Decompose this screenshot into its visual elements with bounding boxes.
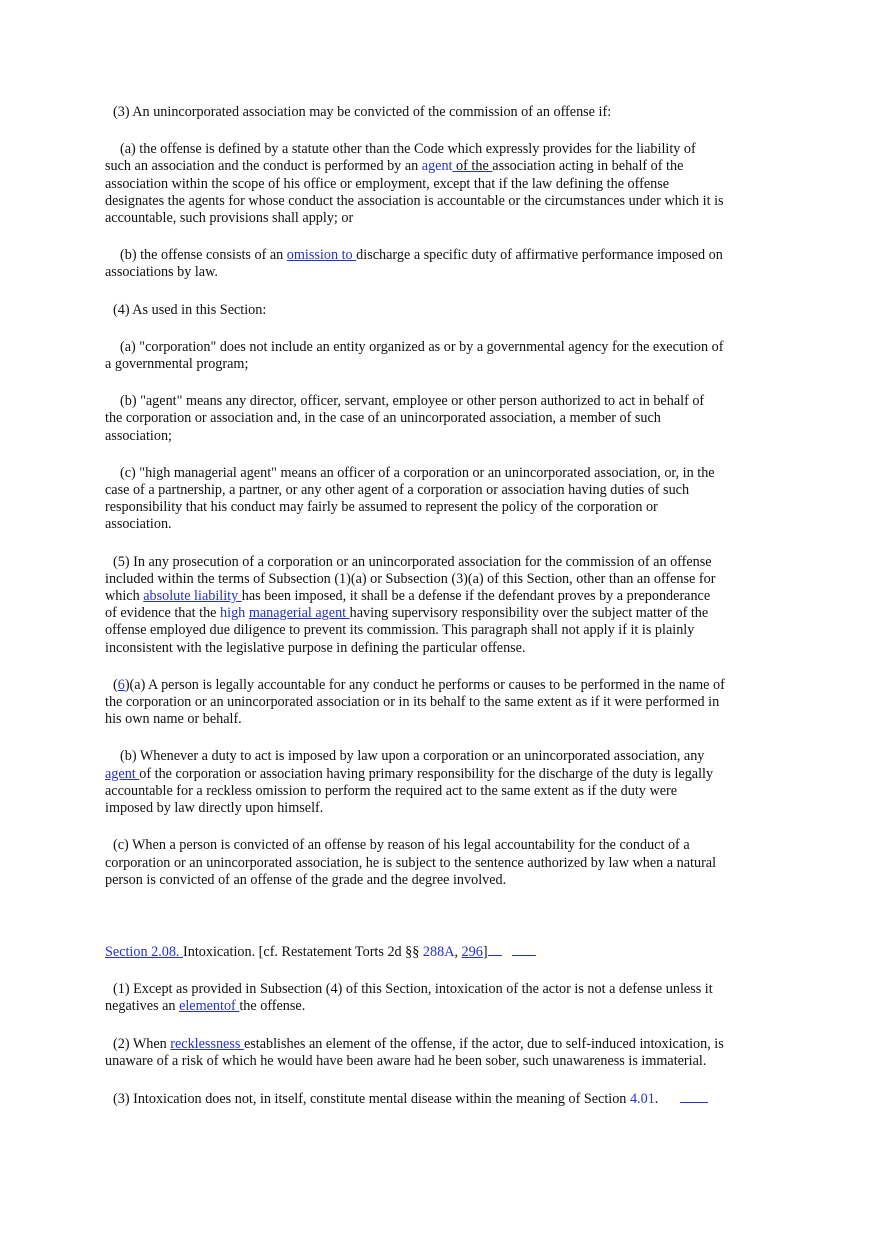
paragraph-text: (c) "high managerial agent" means an officer of a corporation or an unincorporated association, or, in the case of a partnership, a partner, or any other agent of a corporation or association having duties of such responsibility that his conduct may fairly be assumed to represent the policy of the corporation or association. [105, 464, 715, 533]
paragraph-text: having supervisory responsibility over the subject matter of the offense employed due diligence to prevent its commission. This paragraph shall not apply if it is plainly inconsistent with the legislative purpose in defining the particular offense. [105, 605, 709, 656]
paragraph-text: of the corporation or association having primary responsibility for the discharge of the duty is legally accountable for a reckless omission to perform the required act to the same extent as if the duty were imposed by law directly upon himself. [105, 765, 714, 817]
paragraph-4a [105, 339, 725, 373]
paragraph-text: . [654, 1090, 659, 1107]
link-296[interactable]: 296 [461, 943, 483, 960]
paragraph-text: ( [113, 676, 118, 693]
paragraph-3 [105, 104, 725, 121]
paragraph-3b [105, 247, 725, 281]
paragraph-text: (3) An unincorporated association may be convicted of the commission of an offense if: [113, 104, 612, 120]
paragraph-s2 [105, 1036, 725, 1070]
link-omission[interactable]: omission to [286, 247, 357, 264]
paragraph-text: (c) When a person is convicted of an offense by reason of his legal accountability for the conduct of a corporation or an unincorporated association, he is subject to the sentence authorized by law when a natural person is convicted of an offense of the grade and the degree involved. [105, 837, 717, 888]
paragraph-text: (b) the offense consists of an [120, 247, 287, 264]
link-element-of[interactable]: elementof [179, 998, 240, 1015]
paragraph-text: association acting in behalf of the association within the scope of his office or employment, except that if the law defining the offense designates the agents for whose conduct the association is accountable or the circumstances under which it is accountable, such provisions shall apply; or [105, 158, 724, 227]
paragraph-text: (b) Whenever a duty to act is imposed by law upon a corporation or an unincorporated association, any [120, 748, 705, 765]
paragraph-text: has been imposed, it shall be a defense if the defendant proves by a preponderance of evidence that the [105, 588, 711, 622]
link-empty-underline-end[interactable] [680, 1090, 708, 1103]
paragraph-5 [105, 554, 725, 657]
link-empty-underline[interactable] [512, 943, 536, 956]
paragraph-text: (b) "agent" means any director, officer, servant, employee or other person authorized to act in behalf of the corporation or association and, in the case of an unincorporated association, a member of such association; [105, 393, 705, 444]
paragraph-s1 [105, 981, 725, 1015]
paragraph-text: (3) Intoxication does not, in itself, constitute mental disease within the meaning of Section [113, 1090, 630, 1107]
separator: , [454, 943, 462, 960]
link-of-the[interactable]: of the [452, 158, 493, 175]
paragraph-text: )(a) A person is legally accountable for any conduct he performs or causes to be performed in the name of the corporation or an unincorporated association or in its behalf to the same extent as if it were performed in his own name or behalf. [105, 676, 725, 728]
link-high[interactable]: high [220, 605, 246, 622]
paragraph-text: (4) As used in this Section: [113, 301, 267, 318]
link-section-208[interactable]: Section 2.08. [105, 943, 184, 960]
paragraph-text: (a) the offense is defined by a statute other than the Code which expressly provides for the liability of such an association and the conduct is performed by an [105, 141, 696, 175]
section-heading-208 [105, 943, 725, 961]
paragraph-4b [105, 393, 725, 445]
paragraph-text: establishes an element of the offense, if the actor, due to self-induced intoxication, is unaware of a risk of which he would have been aware had he been sober, such unawareness is immaterial. [105, 1035, 724, 1069]
paragraph-text: (2) When [113, 1035, 171, 1052]
paragraph-text: (1) Except as provided in Subsection (4) of this Section, intoxication of the actor is not a defense unless it negatives an [105, 981, 713, 1015]
paragraph-text: discharge a specific duty of affirmative performance imposed on associations by law. [105, 247, 723, 281]
paragraph-4c [105, 465, 725, 534]
link-absolute-liability[interactable]: absolute liability [143, 588, 242, 605]
document-page [105, 104, 725, 1108]
paragraph-4 [105, 302, 725, 319]
link-agent-6b[interactable]: agent [105, 765, 140, 782]
paragraph-text: (5) In any prosecution of a corporation or an unincorporated association for the commission of an offense included within the terms of Subsection (1)(a) or Subsection (3)(a) of this Section, other than an offense for which [105, 553, 716, 605]
link-6[interactable]: 6 [117, 676, 125, 693]
link-agent[interactable]: agent [421, 158, 453, 175]
paragraph-6a [105, 677, 725, 729]
paragraph-text: (a) "corporation" does not include an entity organized as or by a governmental agency for the execution of a governmental program; [105, 338, 724, 373]
section-title: Intoxication. [cf. Restatement Torts 2d §§ [183, 943, 423, 960]
bracket-close: ] [482, 943, 488, 960]
paragraph-6c [105, 837, 725, 889]
link-4-01[interactable]: 4.01 [629, 1090, 655, 1107]
paragraph-6b [105, 748, 725, 817]
paragraph-s3 [105, 1090, 725, 1108]
paragraph-3a [105, 141, 725, 227]
link-trailing-underline[interactable] [488, 943, 502, 956]
link-managerial-agent[interactable]: managerial agent [248, 605, 350, 622]
link-288a[interactable]: 288A [422, 943, 455, 960]
paragraph-text: the offense. [239, 998, 306, 1015]
link-recklessness[interactable]: recklessness [170, 1035, 244, 1052]
